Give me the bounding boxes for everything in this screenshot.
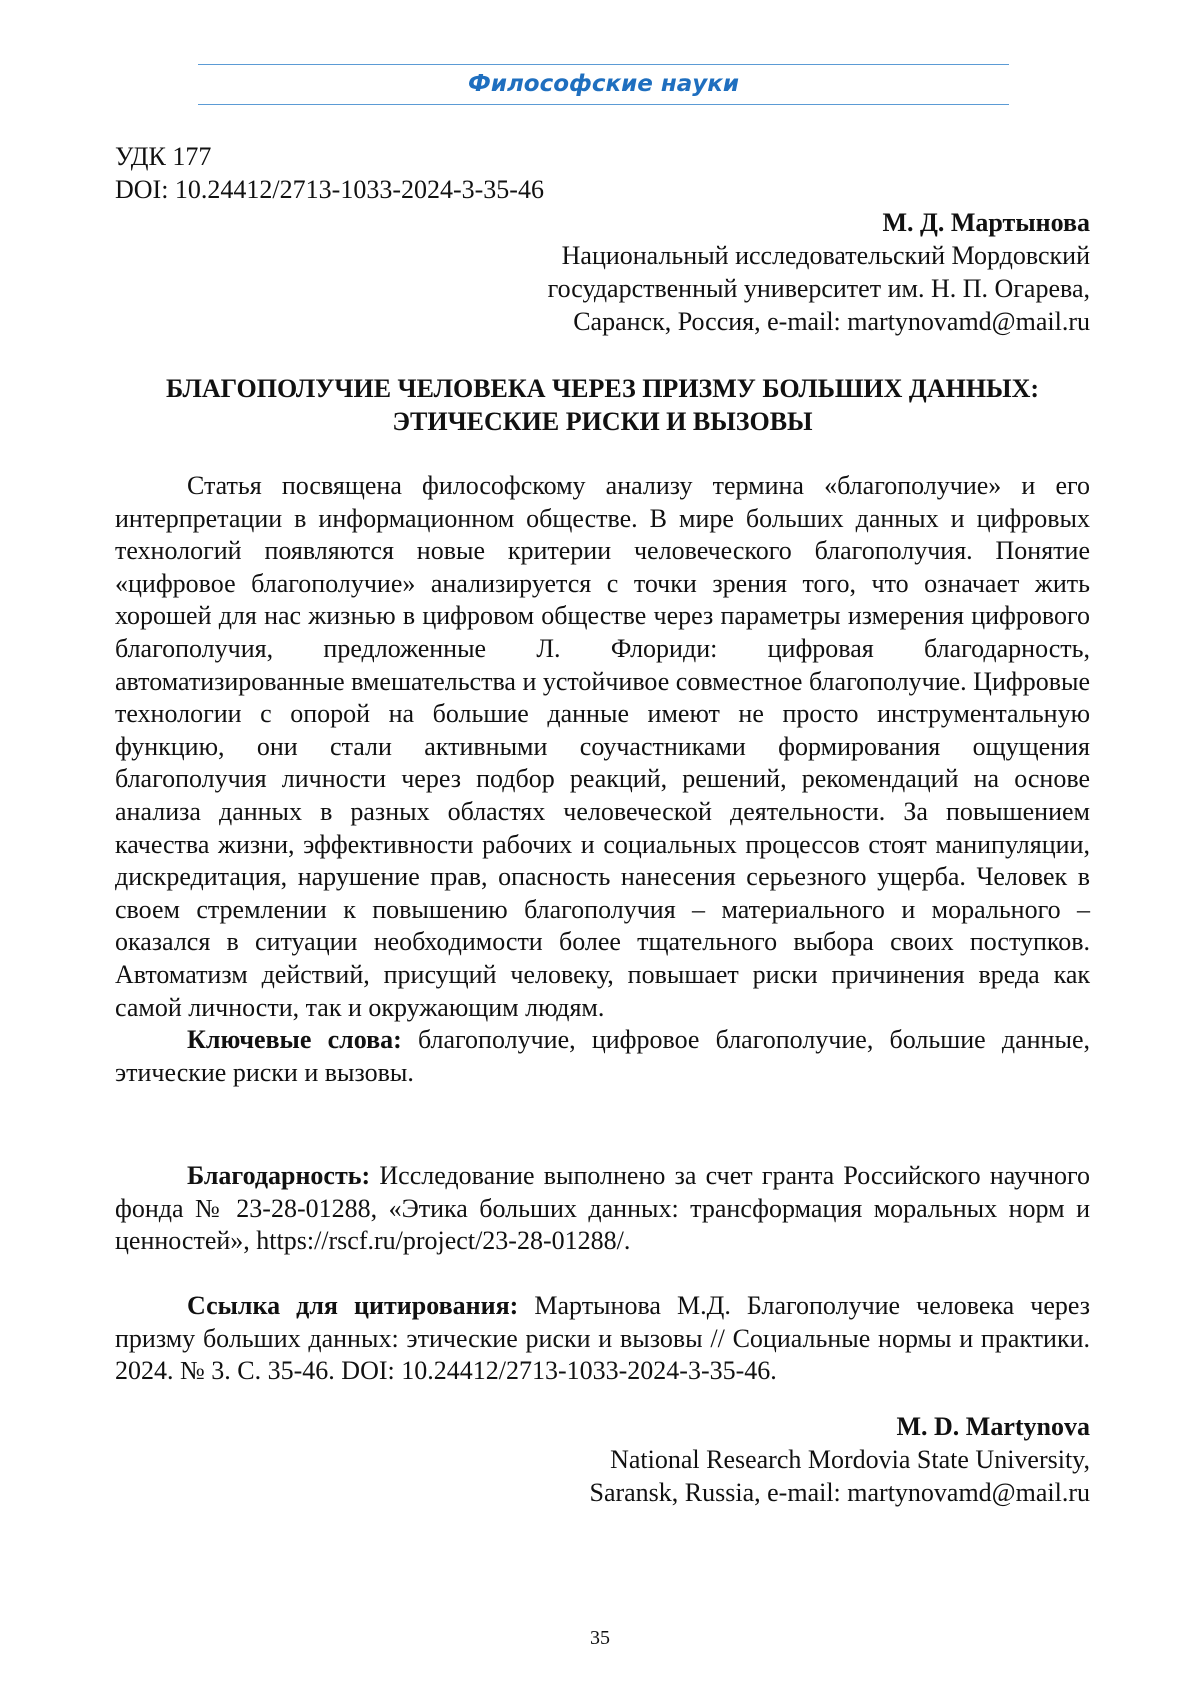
acknowledgement-label: Благодарность: [187, 1161, 370, 1190]
header-rule-bottom [198, 104, 1009, 105]
abstract-text: Статья посвящена философскому анализу термина «благополучие» и его интерпретации в информационном обществе. В мире больших данных и цифровых технологий появляются новые критерии человеческого благополучия. Понятие «цифровое благополучие» анализируется с точки зрения того, что означает жить хорошей для нас жизнью в цифровом обществе через параметры измерения цифрового благополучия, предложенные Л. Флориди: цифровая благодарность, автоматизированные вмешательства и устойчивое совместное благополучие. Цифровые технологии с опорой на большие данные имеют не просто инструментальную функцию, они стали активными соучастниками формирования ощущения благополучия личности через подбор реакций, решений, рекомендаций на основе анализа данных в разных областях человеческой деятельности. За повышением качества жизни, эффективности рабочих и социальных процессов стоят манипуляции, дискредитация, нарушение прав, опасность нанесения серьезного ущерба. Человек в своем стремлении к повышению благополучия – материального и морального – оказался в ситуации необходимости более тщательного выбора своих поступков. Автоматизм действий, присущий человеку, повышает риски причинения вреда как самой личности, так и окружающим людям. [115, 470, 1090, 1024]
citation-text: Мартынова М.Д. Благополучие человека через призму больших данных: этические риски и вызовы // Социальные нормы и практики. 2024. № 3. С. 35-46. DOI: 10.24412/2713-1033-2024-3-35-46. [115, 1291, 1090, 1385]
citation-label: Ссылка для цитирования: [187, 1291, 518, 1320]
title-line: ЭТИЧЕСКИЕ РИСКИ И ВЫЗОВЫ [115, 405, 1090, 438]
acknowledgement-text: Исследование выполнено за счет гранта Российского научного фонда № 23-28-01288, «Этика больших данных: трансформация моральных норм и ценностей», https://rscf.ru/project/23-28-01288/. [115, 1161, 1090, 1255]
author-name-en: M. D. Martynova [589, 1410, 1090, 1443]
author-block-ru [548, 206, 1090, 338]
affiliation-line: Саранск, Россия, e-mail: martynovamd@mail.ru [548, 305, 1090, 338]
citation [115, 1290, 1090, 1388]
keywords-text: благополучие, цифровое благополучие, большие данные, этические риски и вызовы. [115, 1025, 1090, 1087]
header-rule-top [198, 64, 1009, 65]
affiliation-line: Национальный исследовательский Мордовский [548, 239, 1090, 272]
keywords [115, 1024, 1090, 1089]
page-number: 35 [0, 1627, 1200, 1650]
paper-page [0, 0, 1200, 1698]
affiliation-line: государственный университет им. Н. П. Огарева, [548, 272, 1090, 305]
acknowledgement [115, 1160, 1090, 1258]
title-line: БЛАГОПОЛУЧИЕ ЧЕЛОВЕКА ЧЕРЕЗ ПРИЗМУ БОЛЬШИХ ДАННЫХ: [115, 372, 1090, 405]
abstract [115, 470, 1090, 1089]
udk-code: УДК 177 [115, 140, 544, 173]
affiliation-line: Saransk, Russia, e-mail: martynovamd@mail.ru [589, 1476, 1090, 1509]
doi: DOI: 10.24412/2713-1033-2024-3-35-46 [115, 173, 544, 206]
section-title: Философские науки [198, 70, 1009, 98]
section-header [198, 64, 1009, 104]
affiliation-line: National Research Mordovia State University, [589, 1443, 1090, 1476]
author-block-en [589, 1410, 1090, 1509]
author-name-ru: М. Д. Мартынова [548, 206, 1090, 239]
keywords-label: Ключевые слова: [187, 1025, 402, 1054]
article-meta [115, 140, 544, 206]
article-title [115, 372, 1090, 438]
